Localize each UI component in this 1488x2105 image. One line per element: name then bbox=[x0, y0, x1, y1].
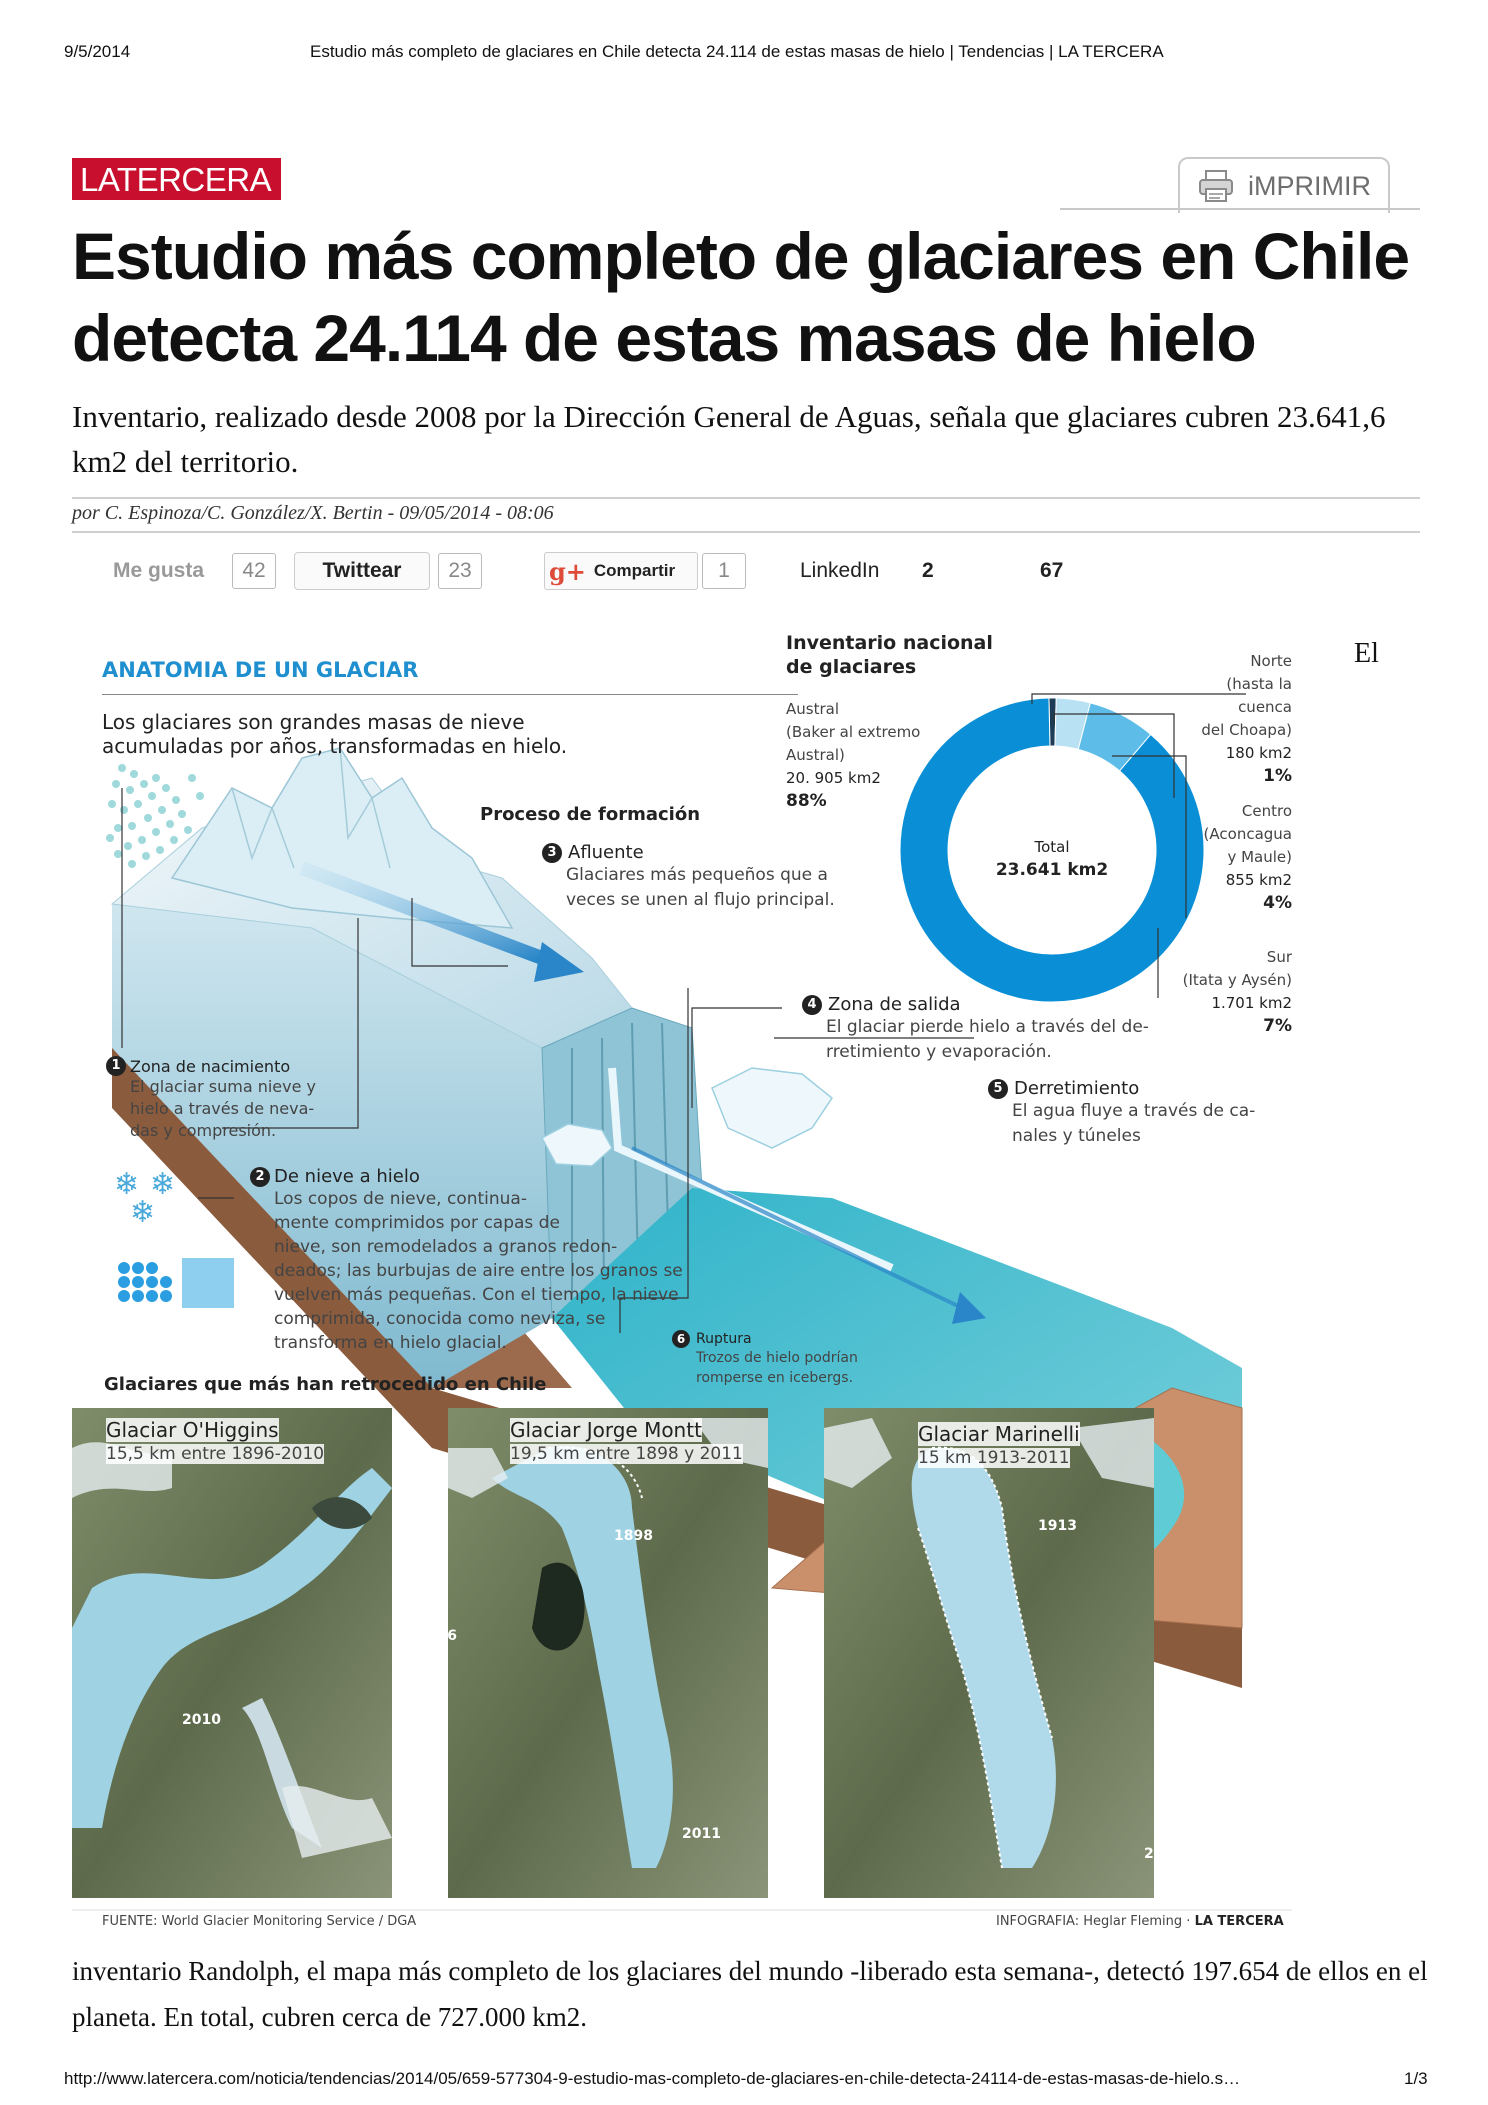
iceberg-2 bbox=[712, 1068, 832, 1148]
step-line: transforma en hielo glacial. bbox=[274, 1333, 507, 1353]
body-start: El bbox=[1354, 638, 1379, 669]
inventory-title-line-2: de glaciares bbox=[786, 656, 917, 678]
region-line: (Itata y Aysén) bbox=[1182, 971, 1292, 989]
headline-line-2: detecta 24.114 de estas masas de hielo bbox=[72, 301, 1256, 375]
total-share-count: 67 bbox=[1040, 559, 1064, 582]
linkedin-count: 2 bbox=[922, 559, 934, 582]
credit-brand: LA TERCERA bbox=[1194, 1914, 1284, 1929]
step-line: Trozos de hielo podrían bbox=[696, 1350, 858, 1366]
intro-line-1: Los glaciares son grandes masas de nieve bbox=[102, 710, 525, 734]
anatomy-title-rule bbox=[102, 694, 798, 695]
share-count bbox=[702, 552, 748, 590]
headline-line-1: Estudio más completo de glaciares en Chile bbox=[72, 219, 1410, 293]
region-line: Sur bbox=[1266, 948, 1292, 966]
region-line: del Choapa) bbox=[1201, 721, 1292, 739]
subhead: Inventario, realizado desde 2008 por la Dirección General de Aguas, señala que glaciares cubren 23.641,6 km2 del territorio. bbox=[72, 399, 1386, 479]
step-line: das y compresión. bbox=[130, 1121, 277, 1140]
glacier-year: 1896 bbox=[418, 1628, 457, 1644]
share-button[interactable] bbox=[544, 552, 698, 590]
glacier-year: 2011 bbox=[1144, 1846, 1183, 1862]
region-pct: 88% bbox=[786, 791, 827, 811]
headline bbox=[72, 215, 1432, 379]
step-title: Afluente bbox=[568, 842, 644, 863]
step-line: hielo a través de neva- bbox=[130, 1099, 315, 1118]
print-button[interactable] bbox=[1178, 157, 1390, 213]
region-line: (Baker al extremo bbox=[786, 723, 921, 741]
article-body: inventario Randolph, el mapa más completo de los glaciares del mundo -liberado esta semana-, detectó 197.654 de ellos en el planeta. En total, cubren cerca de 727.000 km2. bbox=[72, 1956, 1428, 2032]
share-count-bubble: 1 bbox=[702, 553, 746, 589]
glacier-year: 2010 bbox=[182, 1712, 221, 1728]
region-line: Austral) bbox=[786, 746, 845, 764]
step-line: Los copos de nieve, continua- bbox=[274, 1189, 527, 1209]
tweet-count-bubble: 23 bbox=[438, 553, 482, 589]
region-area: 855 km2 bbox=[1225, 871, 1292, 889]
region-pct: 4% bbox=[1263, 893, 1292, 913]
step-number: 1 bbox=[106, 1056, 126, 1076]
rule-bottom bbox=[72, 531, 1420, 533]
credit-note bbox=[996, 1914, 1284, 1929]
process-title: Proceso de formación bbox=[480, 804, 701, 825]
region-pct: 1% bbox=[1263, 766, 1292, 786]
like-count bbox=[232, 552, 284, 590]
donut-total-value: 23.641 km2 bbox=[995, 860, 1109, 880]
region-sur bbox=[1152, 946, 1292, 1038]
region-line: Austral bbox=[786, 700, 839, 718]
byline: por C. Espinoza/C. González/X. Bertin - 09/05/2014 - 08:06 bbox=[72, 502, 554, 524]
step-1 bbox=[106, 1056, 317, 1142]
print-title: Estudio más completo de glaciares en Chile detecta 24.114 de estas masas de hielo | Tendencias | LA TERCERA bbox=[310, 42, 1164, 61]
step-line: El agua fluye a través de ca- bbox=[1012, 1101, 1256, 1121]
intro-line-2: acumuladas por años, transformadas en hielo. bbox=[102, 734, 568, 758]
step-title: Ruptura bbox=[696, 1331, 752, 1347]
tweet-button[interactable]: Twittear bbox=[294, 552, 430, 590]
footer-page: 1/3 bbox=[1404, 2069, 1428, 2088]
share-label: Compartir bbox=[593, 561, 676, 580]
site-logo[interactable]: LATERCERA bbox=[72, 158, 281, 200]
anatomy-title: ANATOMIA DE UN GLACIAR bbox=[102, 658, 419, 682]
region-austral bbox=[786, 698, 920, 813]
region-area: 20. 905 km2 bbox=[786, 769, 881, 787]
glacier-desc: 15,5 km entre 1896-2010 bbox=[106, 1444, 325, 1464]
step-number: 3 bbox=[542, 843, 562, 863]
top-rule bbox=[1060, 208, 1420, 210]
glacier-desc: 19,5 km entre 1898 y 2011 bbox=[510, 1444, 743, 1464]
step-title: Derretimiento bbox=[1014, 1078, 1140, 1099]
step-line: deados; las burbujas de aire entre los granos se bbox=[274, 1261, 683, 1281]
step-line: rretimiento y evaporación. bbox=[826, 1042, 1052, 1062]
glacier-year: 2011 bbox=[682, 1826, 721, 1842]
region-area: 180 km2 bbox=[1225, 744, 1292, 762]
infographic bbox=[72, 628, 1412, 1936]
photo-ohiggins bbox=[72, 1408, 392, 1898]
step-2 bbox=[250, 1166, 683, 1355]
tweet-count bbox=[438, 552, 482, 590]
print-date: 9/5/2014 bbox=[64, 42, 131, 61]
svg-text:❄: ❄ bbox=[130, 1196, 156, 1229]
linkedin-button[interactable]: LinkedIn bbox=[800, 559, 880, 582]
region-line: y Maule) bbox=[1227, 848, 1292, 866]
region-line: (Aconcagua bbox=[1203, 825, 1292, 843]
step-number: 5 bbox=[988, 1079, 1008, 1099]
region-line: Norte bbox=[1250, 652, 1292, 670]
step-line: nieve, son remodelados a granos redon- bbox=[274, 1237, 618, 1257]
glacier-name: Glaciar O'Higgins bbox=[106, 1418, 279, 1442]
step-title: De nieve a hielo bbox=[274, 1166, 420, 1187]
inventory-title-line-1: Inventario nacional bbox=[786, 632, 993, 654]
svg-text:❄: ❄ bbox=[150, 1168, 176, 1201]
step-line: nales y túneles bbox=[1012, 1126, 1141, 1146]
glacier-name: Glaciar Marinelli bbox=[918, 1422, 1080, 1446]
step-title: Zona de nacimiento bbox=[130, 1056, 291, 1076]
svg-text:❄: ❄ bbox=[114, 1168, 140, 1201]
step-line: Glaciares más pequeños que a bbox=[566, 865, 828, 885]
region-norte bbox=[1172, 650, 1292, 788]
rule-top bbox=[72, 497, 1420, 499]
donut-total-label: Total bbox=[1034, 838, 1070, 856]
gplus-icon: g+ bbox=[549, 556, 586, 586]
footer-url[interactable]: http://www.latercera.com/noticia/tendencias/2014/05/659-577304-9-estudio-mas-completo-de-glaciares-en-chile-detecta-24114-de-estas-masas-de-hielo.s… bbox=[64, 2069, 1241, 2088]
printer-icon bbox=[1198, 169, 1234, 203]
region-area: 1.701 km2 bbox=[1211, 994, 1292, 1012]
step-line: romperse en icebergs. bbox=[696, 1370, 854, 1386]
glacier-year: 1913 bbox=[1038, 1518, 1077, 1534]
step-number: 4 bbox=[802, 995, 822, 1015]
step-line: vuelven más pequeñas. Con el tiempo, la nieve bbox=[274, 1285, 679, 1305]
step-4 bbox=[802, 994, 1149, 1065]
step-line: veces se unen al flujo principal. bbox=[566, 890, 835, 910]
step-5 bbox=[988, 1078, 1256, 1149]
step-number: 2 bbox=[250, 1167, 270, 1187]
source-note: FUENTE: World Glacier Monitoring Service / DGA bbox=[102, 1914, 417, 1929]
credit-prefix: INFOGRAFIA: Heglar Fleming · bbox=[996, 1914, 1195, 1929]
region-line: Centro bbox=[1241, 802, 1292, 820]
step-line: comprimida, conocida como neviza, se bbox=[274, 1309, 606, 1329]
step-number: 6 bbox=[672, 1330, 690, 1348]
glacier-name: Glaciar Jorge Montt bbox=[510, 1418, 702, 1442]
print-label: iMPRIMIR bbox=[1248, 170, 1371, 201]
glacier-desc: 15 km 1913-2011 bbox=[918, 1448, 1070, 1468]
step-title: Zona de salida bbox=[828, 994, 961, 1015]
photo-jorgemontt bbox=[448, 1408, 768, 1898]
region-centro bbox=[1172, 800, 1292, 915]
retreat-title: Glaciares que más han retrocedido en Chile bbox=[104, 1374, 547, 1395]
step-6 bbox=[672, 1330, 858, 1388]
region-pct: 7% bbox=[1263, 1016, 1292, 1036]
like-count-bubble: 42 bbox=[232, 553, 276, 589]
step-line: mente comprimidos por capas de bbox=[274, 1213, 560, 1233]
like-button[interactable]: Me gusta bbox=[113, 559, 205, 582]
glacier-year: 1898 bbox=[614, 1528, 653, 1544]
photo-marinelli bbox=[824, 1408, 1154, 1898]
step-line: El glaciar pierde hielo a través del de- bbox=[826, 1017, 1149, 1037]
step-3 bbox=[542, 842, 835, 913]
region-line: (hasta la cuenca bbox=[1226, 675, 1292, 716]
step-line: El glaciar suma nieve y bbox=[130, 1077, 317, 1096]
